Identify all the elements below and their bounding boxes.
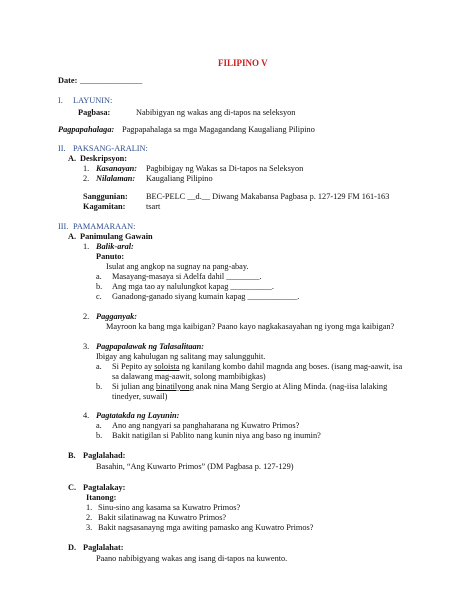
pagtalakay-heading: Pagtalakay:: [83, 483, 126, 492]
itanong-label: Itanong:: [86, 493, 117, 502]
subsection-b-letter: B.: [68, 451, 76, 460]
subsection-c-letter: C.: [68, 483, 77, 492]
kagamitan-text: tsart: [146, 202, 161, 211]
list-item: Ganadong-ganado siyang kumain kapag ____________.: [112, 292, 300, 301]
list-item-continuation: sa dalawang mag-aawit, solong mambibigkas): [112, 372, 266, 381]
section-2-number: II.: [58, 144, 66, 153]
paglalahad-heading: Paglalahad:: [83, 451, 126, 460]
paglalahad-text: Basahin, “Ang Kuwarto Primos” (DM Pagbasa p. 127-129): [96, 462, 294, 471]
list-item: [112, 363, 402, 371]
text-run: Si julian ang: [112, 382, 157, 391]
list-number: 3.: [86, 523, 93, 532]
paglalahat-text: Paano nabibigyang wakas ang isang di-tapos na kuwento.: [96, 554, 288, 563]
layunin-label: Pagtatakda ng Layunin:: [96, 411, 180, 420]
nilalaman-label: Nilalaman:: [96, 174, 136, 183]
section-1-number: I.: [58, 96, 63, 105]
subsection-a-letter: A.: [68, 154, 77, 163]
sanggunian-text: BEC-PELC __d.__ Diwang Makabansa Pagbasa p. 127-129 FM 161-163: [146, 192, 390, 201]
list-item: Ano ang nangyari sa panghaharana ng Kuwatro Primos?: [112, 421, 300, 430]
text-run: ng kanilang kombo dahil magnda ang boses. (isang mag-aawit, isa: [179, 362, 403, 371]
list-item-continuation: tinedyer, suwail): [112, 392, 168, 401]
kagamitan-label: Kagamitan:: [83, 202, 126, 211]
text-run: Si Pepito ay: [112, 362, 155, 371]
nilalaman-text: Kaugaliang Pilipino: [146, 174, 213, 183]
section-1-heading: LAYUNIN:: [73, 96, 113, 105]
list-number: 3.: [83, 342, 90, 351]
underlined-word: binatilyong: [156, 382, 194, 391]
section-2-heading: PAKSANG-ARALIN:: [73, 144, 148, 153]
subsection-d-letter: D.: [68, 543, 77, 552]
list-letter: b.: [96, 282, 103, 291]
date-label: Date:: [58, 76, 78, 85]
list-number: 1.: [86, 503, 93, 512]
list-item: Bakit natigilan si Pablito nang kunin niya ang baso ng inumin?: [112, 431, 321, 440]
list-number: 2.: [83, 174, 90, 183]
list-letter: a.: [96, 362, 102, 371]
document-title: FILIPINO V: [218, 58, 268, 68]
panuto-instruction: Isulat ang angkop na sugnay na pang-abay.: [106, 262, 249, 271]
pagbasa-text: Nabibigyan ng wakas ang di-tapos na seleksyon: [136, 108, 296, 117]
list-letter: b.: [96, 382, 103, 391]
list-number: 1.: [83, 164, 90, 173]
list-item: Masayang-masaya si Adelfa dahil ________.: [112, 272, 262, 281]
list-letter: a.: [96, 421, 102, 430]
list-item: Ang mga tao ay nalulungkot kapag __________.: [112, 282, 274, 291]
balik-aral-label: Balik-aral:: [96, 242, 134, 251]
date-blank: _______________: [80, 76, 143, 85]
kasanayan-label: Kasanayan:: [96, 164, 138, 173]
list-item: Bakit nagsasanayng mga awiting pamasko ang Kuwatro Primos?: [98, 523, 314, 532]
underlined-word: soloista: [154, 362, 180, 371]
section-3-heading: PAMAMARAAN:: [73, 222, 136, 231]
panimulang-gawain-heading: Panimulang Gawain: [80, 232, 153, 241]
list-item: Sinu-sino ang kasama sa Kuwatro Primos?: [98, 503, 241, 512]
list-number: 2.: [86, 513, 93, 522]
pagpapahalaga-text: Pagpapahalaga sa mga Magagandang Kaugaliang Pilipino: [122, 125, 315, 134]
section-3-number: III.: [58, 222, 69, 231]
talasalitaan-instruction: Ibigay ang kahulugan ng salitang may salungguhit.: [96, 352, 266, 361]
list-number: 4.: [83, 411, 90, 420]
talasalitaan-label: Pagpapalawak ng Talasalitaan:: [96, 342, 205, 351]
pagbasa-label: Pagbasa:: [78, 108, 111, 117]
list-letter: a.: [96, 272, 102, 281]
text-run: anak nina Mang Sergio at Aling Minda. (nag-iisa lalaking: [193, 382, 388, 391]
kasanayan-text: Pagbibigay ng Wakas sa Di-tapos na Seleksyon: [146, 164, 304, 173]
pagganyak-text: Mayroon ka bang mga kaibigan? Paano kayo nagkakasayahan ng iyong mga kaibigan?: [106, 322, 395, 331]
list-item: [112, 383, 387, 391]
subsection-a-letter: A.: [68, 232, 77, 241]
list-number: 1.: [83, 242, 90, 251]
list-letter: b.: [96, 431, 103, 440]
pagganyak-label: Pagganyak:: [96, 312, 138, 321]
deskripsyon-heading: Deskripsyon:: [80, 154, 128, 163]
paglalahat-heading: Paglalahat:: [83, 543, 124, 552]
pagpapahalaga-label: Pagpapahalaga:: [58, 125, 115, 134]
list-letter: c.: [96, 292, 102, 301]
panuto-label: Panuto:: [96, 252, 125, 261]
sanggunian-label: Sanggunian:: [83, 192, 128, 201]
list-number: 2.: [83, 312, 90, 321]
list-item: Bakit silatinawag na Kuwatro Primos?: [98, 513, 227, 522]
